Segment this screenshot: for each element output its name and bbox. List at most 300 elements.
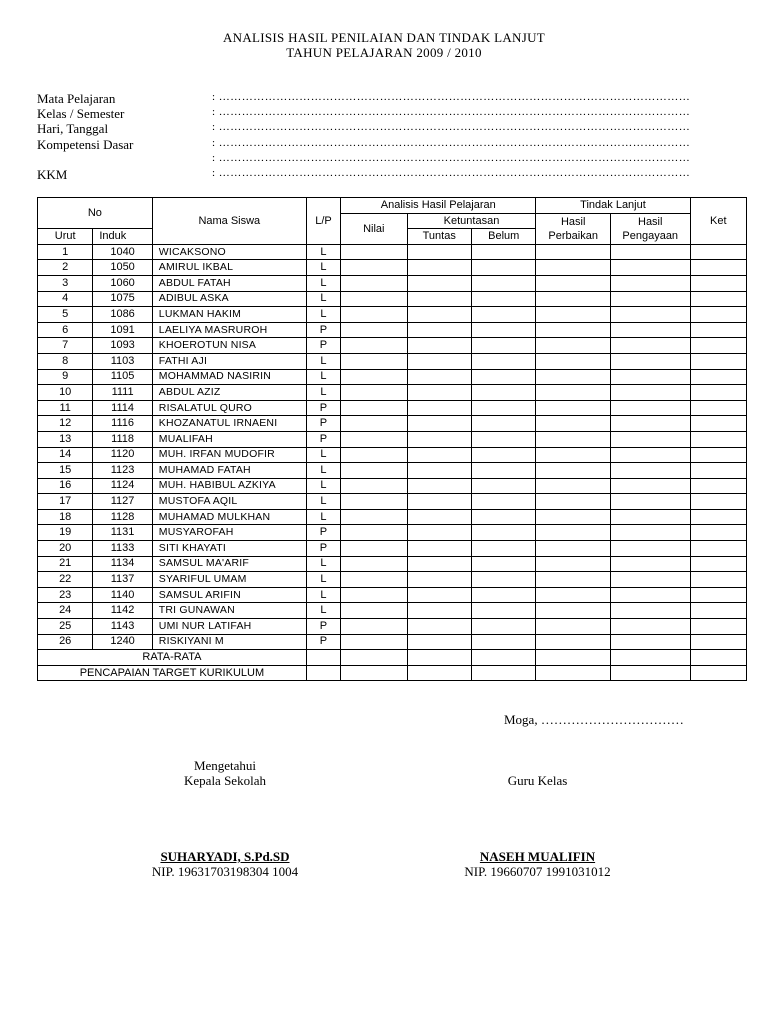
tuntas-cell	[407, 431, 471, 447]
form-field-label: KKM	[37, 167, 68, 182]
header-hasil-perbaikan: Hasil Perbaikan	[536, 213, 611, 244]
lp-cell: L	[306, 463, 340, 479]
urut-cell: 13	[38, 431, 93, 447]
induk-cell: 1093	[93, 338, 152, 354]
lp-cell: P	[306, 400, 340, 416]
kepala-sekolah-nip: NIP. 19631703198304 1004	[151, 864, 299, 879]
nama-cell: MUHAMAD MULKHAN	[152, 509, 306, 525]
form-field	[37, 91, 737, 106]
lp-cell: L	[306, 556, 340, 572]
tuntas-cell	[407, 260, 471, 276]
nama-cell: SITI KHAYATI	[152, 541, 306, 557]
summary-cell	[306, 665, 340, 681]
nilai-cell	[341, 385, 407, 401]
tuntas-cell	[407, 400, 471, 416]
perbaikan-cell	[536, 369, 611, 385]
perbaikan-cell	[536, 385, 611, 401]
form-field-value: : ……………………………………………………………………………………………………………	[212, 121, 691, 133]
student-rows	[38, 244, 747, 649]
lp-cell: P	[306, 634, 340, 650]
pengayaan-cell	[610, 572, 690, 588]
header-tuntas: Tuntas	[407, 229, 471, 245]
induk-cell: 1105	[93, 369, 152, 385]
ket-cell	[690, 509, 746, 525]
guru-kelas-nip: NIP. 19660707 1991031012	[464, 864, 611, 879]
header-tindak-lanjut: Tindak Lanjut	[536, 198, 690, 214]
perbaikan-cell	[536, 478, 611, 494]
assessment-table	[37, 197, 747, 681]
perbaikan-cell	[536, 463, 611, 479]
urut-cell: 8	[38, 353, 93, 369]
ket-cell	[690, 244, 746, 260]
table-row	[38, 525, 747, 541]
urut-cell: 23	[38, 587, 93, 603]
summary-label: PENCAPAIAN TARGET KURIKULUM	[38, 665, 307, 681]
belum-cell	[471, 463, 535, 479]
nama-cell: SAMSUL MA'ARIF	[152, 556, 306, 572]
nilai-cell	[341, 307, 407, 323]
induk-cell: 1128	[93, 509, 152, 525]
summary-rows	[38, 650, 747, 681]
nilai-cell	[341, 556, 407, 572]
nama-cell: UMI NUR LATIFAH	[152, 619, 306, 635]
document-title: ANALISIS HASIL PENILAIAN DAN TINDAK LANJUT	[222, 30, 546, 45]
nama-cell: AMIRUL IKBAL	[152, 260, 306, 276]
lp-cell: L	[306, 369, 340, 385]
perbaikan-cell	[536, 275, 611, 291]
induk-cell: 1240	[93, 634, 152, 650]
header-induk: Induk	[93, 229, 152, 245]
document-subtitle: TAHUN PELAJARAN 2009 / 2010	[286, 45, 482, 60]
nama-cell: ABDUL FATAH	[152, 275, 306, 291]
nilai-cell	[341, 478, 407, 494]
belum-cell	[471, 400, 535, 416]
nama-cell: MUH. IRFAN MUDOFIR	[152, 447, 306, 463]
summary-cell	[471, 665, 535, 681]
induk-cell: 1131	[93, 525, 152, 541]
ket-cell	[690, 322, 746, 338]
ket-cell	[690, 400, 746, 416]
ket-cell	[690, 463, 746, 479]
pengayaan-cell	[610, 494, 690, 510]
perbaikan-cell	[536, 619, 611, 635]
nilai-cell	[341, 572, 407, 588]
perbaikan-cell	[536, 587, 611, 603]
belum-cell	[471, 369, 535, 385]
urut-cell: 26	[38, 634, 93, 650]
urut-cell: 18	[38, 509, 93, 525]
belum-cell	[471, 385, 535, 401]
table-row	[38, 463, 747, 479]
guru-kelas-title: Guru Kelas	[507, 773, 568, 788]
tuntas-cell	[407, 385, 471, 401]
induk-cell: 1133	[93, 541, 152, 557]
belum-cell	[471, 509, 535, 525]
urut-cell: 10	[38, 385, 93, 401]
table-row	[38, 338, 747, 354]
summary-cell	[690, 665, 746, 681]
urut-cell: 19	[38, 525, 93, 541]
form-field	[37, 152, 737, 167]
pengayaan-cell	[610, 556, 690, 572]
summary-cell	[407, 665, 471, 681]
summary-cell	[536, 665, 611, 681]
perbaikan-cell	[536, 556, 611, 572]
nilai-cell	[341, 541, 407, 557]
ket-cell	[690, 353, 746, 369]
header-no: No	[38, 198, 153, 229]
table-row	[38, 275, 747, 291]
pengayaan-cell	[610, 509, 690, 525]
induk-cell: 1142	[93, 603, 152, 619]
pengayaan-cell	[610, 416, 690, 432]
ket-cell	[690, 634, 746, 650]
lp-cell: L	[306, 291, 340, 307]
table-row	[38, 556, 747, 572]
belum-cell	[471, 634, 535, 650]
tuntas-cell	[407, 353, 471, 369]
summary-label: RATA-RATA	[38, 650, 307, 666]
lp-cell: L	[306, 275, 340, 291]
table-row	[38, 603, 747, 619]
urut-cell: 3	[38, 275, 93, 291]
nama-cell: KHOZANATUL IRNAENI	[152, 416, 306, 432]
lp-cell: L	[306, 353, 340, 369]
induk-cell: 1137	[93, 572, 152, 588]
tuntas-cell	[407, 509, 471, 525]
nama-cell: MUSTOFA AQIL	[152, 494, 306, 510]
urut-cell: 2	[38, 260, 93, 276]
urut-cell: 6	[38, 322, 93, 338]
header-ket: Ket	[690, 198, 746, 245]
nama-cell: RISKIYANI M	[152, 634, 306, 650]
ket-cell	[690, 494, 746, 510]
nilai-cell	[341, 369, 407, 385]
perbaikan-cell	[536, 525, 611, 541]
perbaikan-cell	[536, 634, 611, 650]
perbaikan-cell	[536, 416, 611, 432]
header-belum: Belum	[471, 229, 535, 245]
tuntas-cell	[407, 463, 471, 479]
induk-cell: 1040	[93, 244, 152, 260]
urut-cell: 1	[38, 244, 93, 260]
lp-cell: P	[306, 416, 340, 432]
belum-cell	[471, 291, 535, 307]
urut-cell: 5	[38, 307, 93, 323]
nilai-cell	[341, 416, 407, 432]
induk-cell: 1091	[93, 322, 152, 338]
pengayaan-cell	[610, 260, 690, 276]
urut-cell: 17	[38, 494, 93, 510]
pengayaan-cell	[610, 307, 690, 323]
belum-cell	[471, 478, 535, 494]
nilai-cell	[341, 400, 407, 416]
ket-cell	[690, 603, 746, 619]
summary-cell	[610, 665, 690, 681]
tuntas-cell	[407, 307, 471, 323]
table-row	[38, 587, 747, 603]
tuntas-cell	[407, 369, 471, 385]
summary-row	[38, 665, 747, 681]
perbaikan-cell	[536, 572, 611, 588]
table-row	[38, 634, 747, 650]
nama-cell: WICAKSONO	[152, 244, 306, 260]
table-row	[38, 494, 747, 510]
table-row	[38, 307, 747, 323]
nilai-cell	[341, 275, 407, 291]
perbaikan-cell	[536, 400, 611, 416]
urut-cell: 11	[38, 400, 93, 416]
guru-kelas-name: NASEH MUALIFIN	[479, 849, 596, 864]
pengayaan-cell	[610, 385, 690, 401]
induk-cell: 1060	[93, 275, 152, 291]
induk-cell: 1140	[93, 587, 152, 603]
header-analisis: Analisis Hasil Pelajaran	[341, 198, 536, 214]
form-field-label: Hari, Tanggal	[37, 121, 109, 136]
perbaikan-cell	[536, 260, 611, 276]
place-date: Moga, ……………………………	[504, 712, 684, 727]
urut-cell: 14	[38, 447, 93, 463]
tuntas-cell	[407, 416, 471, 432]
tuntas-cell	[407, 322, 471, 338]
pengayaan-cell	[610, 603, 690, 619]
perbaikan-cell	[536, 541, 611, 557]
form-field-value: : ……………………………………………………………………………………………………………	[212, 137, 691, 149]
form-field-value: : ……………………………………………………………………………………………………………	[212, 152, 691, 164]
nama-cell: LUKMAN HAKIM	[152, 307, 306, 323]
induk-cell: 1123	[93, 463, 152, 479]
table-row	[38, 400, 747, 416]
perbaikan-cell	[536, 603, 611, 619]
pengayaan-cell	[610, 447, 690, 463]
tuntas-cell	[407, 541, 471, 557]
lp-cell: P	[306, 525, 340, 541]
summary-cell	[690, 650, 746, 666]
lp-cell: P	[306, 431, 340, 447]
belum-cell	[471, 541, 535, 557]
lp-cell: P	[306, 619, 340, 635]
tuntas-cell	[407, 603, 471, 619]
table-row	[38, 291, 747, 307]
perbaikan-cell	[536, 431, 611, 447]
table-row	[38, 447, 747, 463]
nama-cell: MUHAMAD FATAH	[152, 463, 306, 479]
nama-cell: KHOEROTUN NISA	[152, 338, 306, 354]
nilai-cell	[341, 338, 407, 354]
lp-cell: L	[306, 307, 340, 323]
induk-cell: 1111	[93, 385, 152, 401]
lp-cell: P	[306, 338, 340, 354]
header-nilai: Nilai	[341, 213, 407, 244]
lp-cell: L	[306, 587, 340, 603]
tuntas-cell	[407, 634, 471, 650]
header-lp: L/P	[306, 198, 340, 245]
urut-cell: 12	[38, 416, 93, 432]
induk-cell: 1103	[93, 353, 152, 369]
header-nama-siswa: Nama Siswa	[152, 198, 306, 245]
table-row	[38, 369, 747, 385]
nilai-cell	[341, 260, 407, 276]
form-field	[37, 106, 737, 121]
table-row	[38, 322, 747, 338]
belum-cell	[471, 525, 535, 541]
nilai-cell	[341, 353, 407, 369]
perbaikan-cell	[536, 307, 611, 323]
ket-cell	[690, 619, 746, 635]
urut-cell: 9	[38, 369, 93, 385]
header-urut: Urut	[38, 229, 93, 245]
perbaikan-cell	[536, 322, 611, 338]
lp-cell: P	[306, 322, 340, 338]
pengayaan-cell	[610, 634, 690, 650]
summary-cell	[536, 650, 611, 666]
summary-cell	[341, 650, 407, 666]
pengayaan-cell	[610, 338, 690, 354]
nama-cell: MUH. HABIBUL AZKIYA	[152, 478, 306, 494]
tuntas-cell	[407, 494, 471, 510]
nama-cell: ADIBUL ASKA	[152, 291, 306, 307]
nama-cell: TRI GUNAWAN	[152, 603, 306, 619]
ket-cell	[690, 369, 746, 385]
pengayaan-cell	[610, 619, 690, 635]
nama-cell: FATHI AJI	[152, 353, 306, 369]
nilai-cell	[341, 619, 407, 635]
nilai-cell	[341, 603, 407, 619]
urut-cell: 15	[38, 463, 93, 479]
tuntas-cell	[407, 244, 471, 260]
belum-cell	[471, 353, 535, 369]
table-row	[38, 353, 747, 369]
table-row	[38, 619, 747, 635]
tuntas-cell	[407, 275, 471, 291]
nilai-cell	[341, 244, 407, 260]
belum-cell	[471, 244, 535, 260]
perbaikan-cell	[536, 338, 611, 354]
pengayaan-cell	[610, 244, 690, 260]
induk-cell: 1114	[93, 400, 152, 416]
nama-cell: LAELIYA MASRUROH	[152, 322, 306, 338]
belum-cell	[471, 322, 535, 338]
belum-cell	[471, 447, 535, 463]
header-hasil-pengayaan: Hasil Pengayaan	[610, 213, 690, 244]
pengayaan-cell	[610, 322, 690, 338]
nilai-cell	[341, 494, 407, 510]
tuntas-cell	[407, 619, 471, 635]
ket-cell	[690, 556, 746, 572]
nilai-cell	[341, 587, 407, 603]
lp-cell: L	[306, 447, 340, 463]
form-field-value: : ……………………………………………………………………………………………………………	[212, 91, 691, 103]
form-field-value: : ……………………………………………………………………………………………………………	[212, 106, 691, 118]
pengayaan-cell	[610, 587, 690, 603]
lp-cell: P	[306, 541, 340, 557]
nama-cell: ABDUL AZIZ	[152, 385, 306, 401]
nama-cell: SYARIFUL UMAM	[152, 572, 306, 588]
tuntas-cell	[407, 447, 471, 463]
induk-cell: 1143	[93, 619, 152, 635]
nilai-cell	[341, 509, 407, 525]
table-row	[38, 541, 747, 557]
perbaikan-cell	[536, 353, 611, 369]
perbaikan-cell	[536, 509, 611, 525]
form-field-value: : ……………………………………………………………………………………………………………	[212, 167, 691, 179]
induk-cell: 1116	[93, 416, 152, 432]
header-ketuntasan: Ketuntasan	[407, 213, 536, 229]
table-row	[38, 478, 747, 494]
table-row	[38, 244, 747, 260]
induk-cell: 1124	[93, 478, 152, 494]
nama-cell: RISALATUL QURO	[152, 400, 306, 416]
induk-cell: 1075	[93, 291, 152, 307]
summary-cell	[610, 650, 690, 666]
pengayaan-cell	[610, 400, 690, 416]
ket-cell	[690, 431, 746, 447]
table-row	[38, 416, 747, 432]
pengayaan-cell	[610, 353, 690, 369]
ket-cell	[690, 291, 746, 307]
kepala-sekolah-title: Kepala Sekolah	[184, 773, 266, 788]
tuntas-cell	[407, 587, 471, 603]
nilai-cell	[341, 431, 407, 447]
kepala-sekolah-name: SUHARYADI, S.Pd.SD	[160, 849, 290, 864]
tuntas-cell	[407, 572, 471, 588]
summary-cell	[306, 650, 340, 666]
form-field-label: Mata Pelajaran	[37, 91, 116, 106]
summary-row	[38, 650, 747, 666]
pengayaan-cell	[610, 478, 690, 494]
summary-cell	[407, 650, 471, 666]
induk-cell: 1086	[93, 307, 152, 323]
mengetahui-label: Mengetahui	[193, 758, 257, 773]
table-row	[38, 431, 747, 447]
urut-cell: 25	[38, 619, 93, 635]
ket-cell	[690, 587, 746, 603]
induk-cell: 1134	[93, 556, 152, 572]
ket-cell	[690, 338, 746, 354]
table-row	[38, 572, 747, 588]
nama-cell: SAMSUL ARIFIN	[152, 587, 306, 603]
summary-cell	[341, 665, 407, 681]
summary-cell	[471, 650, 535, 666]
pengayaan-cell	[610, 431, 690, 447]
belum-cell	[471, 260, 535, 276]
urut-cell: 4	[38, 291, 93, 307]
urut-cell: 7	[38, 338, 93, 354]
belum-cell	[471, 307, 535, 323]
form-field	[37, 137, 737, 152]
urut-cell: 20	[38, 541, 93, 557]
belum-cell	[471, 619, 535, 635]
induk-cell: 1118	[93, 431, 152, 447]
perbaikan-cell	[536, 244, 611, 260]
pengayaan-cell	[610, 291, 690, 307]
urut-cell: 22	[38, 572, 93, 588]
lp-cell: L	[306, 494, 340, 510]
ket-cell	[690, 260, 746, 276]
belum-cell	[471, 338, 535, 354]
urut-cell: 21	[38, 556, 93, 572]
ket-cell	[690, 385, 746, 401]
belum-cell	[471, 603, 535, 619]
lp-cell: L	[306, 244, 340, 260]
nilai-cell	[341, 291, 407, 307]
lp-cell: L	[306, 260, 340, 276]
pengayaan-cell	[610, 525, 690, 541]
nilai-cell	[341, 634, 407, 650]
nilai-cell	[341, 322, 407, 338]
form-field-label: Kompetensi Dasar	[37, 137, 134, 152]
ket-cell	[690, 307, 746, 323]
